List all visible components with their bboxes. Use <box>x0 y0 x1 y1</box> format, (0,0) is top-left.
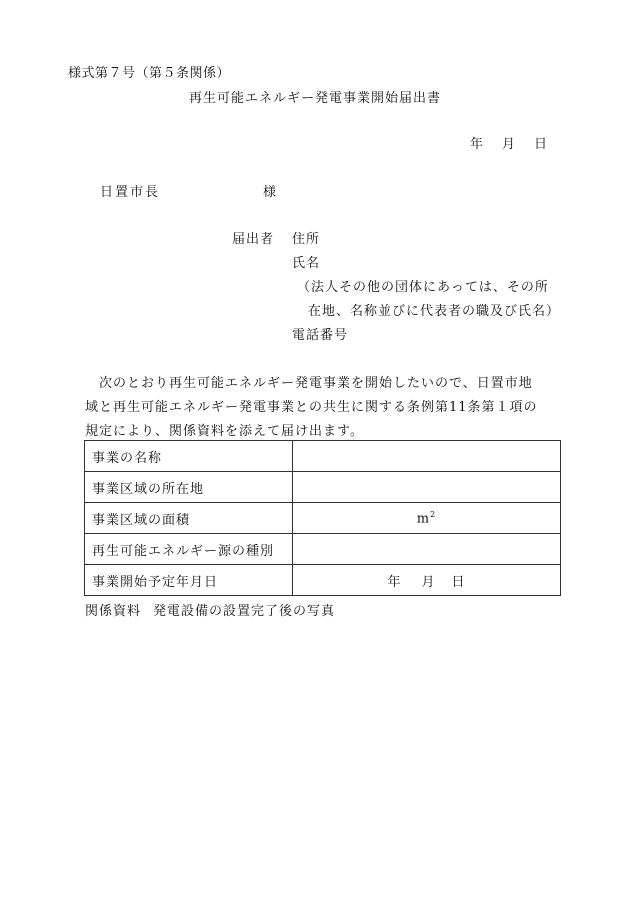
project-area-label: 事業区域の面積 <box>85 503 293 534</box>
area-unit-superscript: 2 <box>430 509 437 519</box>
date-year-label: 年 <box>470 137 484 152</box>
table-row <box>85 441 561 472</box>
table-row <box>85 503 561 534</box>
page-title: 再生可能エネルギー発電事業開始届出書 <box>188 91 441 106</box>
body-line: 規定により、関係資料を添えて届け出ます。 <box>85 424 364 439</box>
energy-source-type-label: 再生可能エネルギー源の種別 <box>85 534 293 565</box>
body-line: 次のとおり再生可能エネルギー発電事業を開始したいので、日置市地 <box>99 376 533 391</box>
body-line: 域と再生可能エネルギー発電事業との共生に関する条例第11条第１項の <box>85 400 538 415</box>
notifier-name-label: 氏名 <box>292 256 321 271</box>
body-paragraph <box>85 372 565 444</box>
attachments-label: 関係資料 <box>85 604 142 619</box>
notifier-corporate-note-line1: （法人その他の団体にあっては、その所 <box>297 280 549 295</box>
project-location-label: 事業区域の所在地 <box>85 472 293 503</box>
energy-source-type-field[interactable] <box>293 534 561 565</box>
submission-date <box>470 137 547 153</box>
start-day-label: 日 <box>451 574 466 590</box>
start-month-label: 月 <box>421 574 436 590</box>
project-area-field[interactable] <box>293 503 561 534</box>
date-day-label: 日 <box>534 137 548 152</box>
table-row <box>85 565 561 596</box>
project-name-label: 事業の名称 <box>85 441 293 472</box>
notifier-corporate-note-line2: 在地、名称並びに代表者の職及び氏名） <box>308 304 561 319</box>
addressee-honorific: 様 <box>263 185 277 200</box>
planned-start-date-field[interactable] <box>293 565 561 596</box>
planned-start-date-label: 事業開始予定年月日 <box>85 565 293 596</box>
area-unit: m <box>416 511 431 527</box>
table-row <box>85 534 561 565</box>
notifier-label: 届出者 <box>232 232 275 247</box>
project-name-field[interactable] <box>293 441 561 472</box>
attachments-note <box>85 604 335 620</box>
form-number: 様式第７号（第５条関係） <box>68 66 231 81</box>
table-row <box>85 472 561 503</box>
attachments-value: 発電設備の設置完了後の写真 <box>153 604 336 619</box>
start-year-label: 年 <box>387 574 402 590</box>
addressee-name: 日置市長 <box>100 185 161 200</box>
notifier-phone-label: 電話番号 <box>292 328 349 343</box>
date-month-label: 月 <box>502 137 516 152</box>
notifier-address-label: 住所 <box>292 232 321 247</box>
project-info-table <box>84 440 561 596</box>
project-location-field[interactable] <box>293 472 561 503</box>
